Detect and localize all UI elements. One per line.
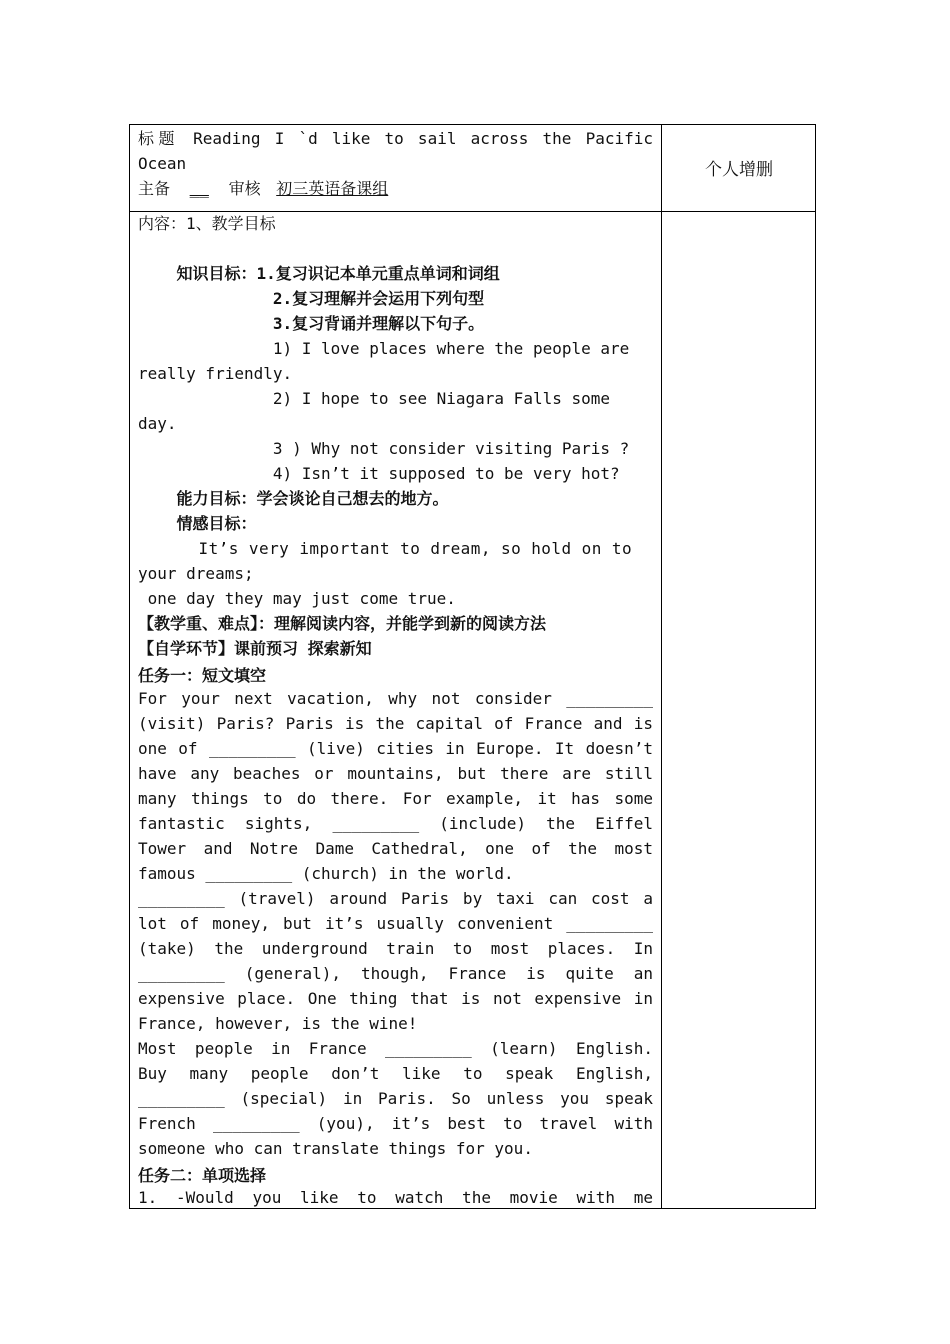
ability-goal: 能力目标：学会谈论自己想去的地方。	[138, 489, 449, 508]
passage-line-14: France, however, is the wine!	[138, 1014, 418, 1033]
passage-line-9: _________ (travel) around Paris by taxi can cost a	[138, 889, 653, 908]
passage-line-1: For your next vacation, why not consider _________	[138, 689, 653, 708]
task-2-heading: 任务二：单项选择	[138, 1166, 267, 1185]
passage-line-19: someone who can translate things for you.	[138, 1139, 533, 1158]
emotion-text-2: your dreams;	[138, 564, 254, 583]
passage-line-18: French _________ (you), it’s best to travel with	[138, 1114, 653, 1133]
knowledge-goal-3: 3.复习背诵并理解以下句子。	[138, 314, 485, 333]
passage-line-15: Most people in France _________ (learn) English.	[138, 1039, 653, 1058]
passage-line-5: many things to do there. For example, it has some	[138, 789, 653, 808]
passage-line-6: fantastic sights, _________ (include) the Eiffel	[138, 814, 653, 833]
emotion-text-1: It’s very important to dream, so hold on to	[138, 539, 633, 558]
content-heading: 内容：1、教学目标	[138, 214, 276, 233]
review-label: 审核	[228, 179, 261, 198]
knowledge-goal-2: 2.复习理解并会运用下列句型	[138, 289, 485, 308]
key-difficult-points: 【教学重、难点】：理解阅读内容，并能学到新的阅读方法	[138, 614, 547, 633]
sentence-2b: day.	[138, 414, 177, 433]
prep-review-line	[138, 176, 653, 201]
prep-label: 主备	[138, 179, 171, 198]
content-cell	[138, 211, 653, 1208]
passage-line-4: have any beaches or mountains, but there are still	[138, 764, 653, 783]
passage-line-8: famous _________ (church) in the world.	[138, 864, 514, 883]
passage-line-7: Tower and Notre Dame Cathedral, one of the most	[138, 839, 653, 858]
column-divider	[661, 125, 662, 1208]
sentence-3: 3 ) Why not consider visiting Paris ?	[138, 439, 630, 458]
title-line-1: 标题 Reading I `d like to sail across the Pacific	[138, 129, 653, 148]
sentence-4: 4) Isn’t it supposed to be very hot?	[138, 464, 620, 483]
prep-value: __	[189, 179, 209, 198]
passage-line-2: (visit) Paris? Paris is the capital of France and is	[138, 714, 653, 733]
passage-line-10: lot of money, but it’s usually convenient _________	[138, 914, 653, 933]
knowledge-goal-1: 知识目标：1.复习识记本单元重点单词和词组	[138, 264, 500, 283]
passage-line-12: _________ (general), though, France is quite an	[138, 964, 653, 983]
passage-line-17: _________ (special) in Paris. So unless you speak	[138, 1089, 653, 1108]
emotion-goal: 情感目标：	[138, 514, 257, 533]
sentence-2a: 2) I hope to see Niagara Falls some	[138, 389, 611, 408]
emotion-text-3: one day they may just come true.	[138, 589, 456, 608]
passage-line-3: one of _________ (live) cities in Europe. It doesn’t	[138, 739, 653, 758]
lesson-plan-table	[129, 124, 816, 1209]
passage-line-13: expensive place. One thing that is not expensive in	[138, 989, 653, 1008]
sentence-1a: 1) I love places where the people are	[138, 339, 630, 358]
review-value: 初三英语备课组	[276, 179, 389, 198]
sentence-1b: really friendly.	[138, 364, 293, 383]
passage-line-16: Buy many people don’t like to speak English,	[138, 1064, 653, 1083]
header-cell	[138, 126, 653, 210]
title-line-2: Ocean	[138, 154, 187, 173]
personal-edit-label: 个人增删	[705, 160, 773, 180]
passage-line-11: (take) the underground train to most places. In	[138, 939, 653, 958]
question-1: 1. -Would you like to watch the movie with me	[138, 1188, 653, 1207]
self-study-section: 【自学环节】课前预习 探索新知	[138, 639, 372, 658]
task-1-heading: 任务一：短文填空	[138, 666, 267, 685]
